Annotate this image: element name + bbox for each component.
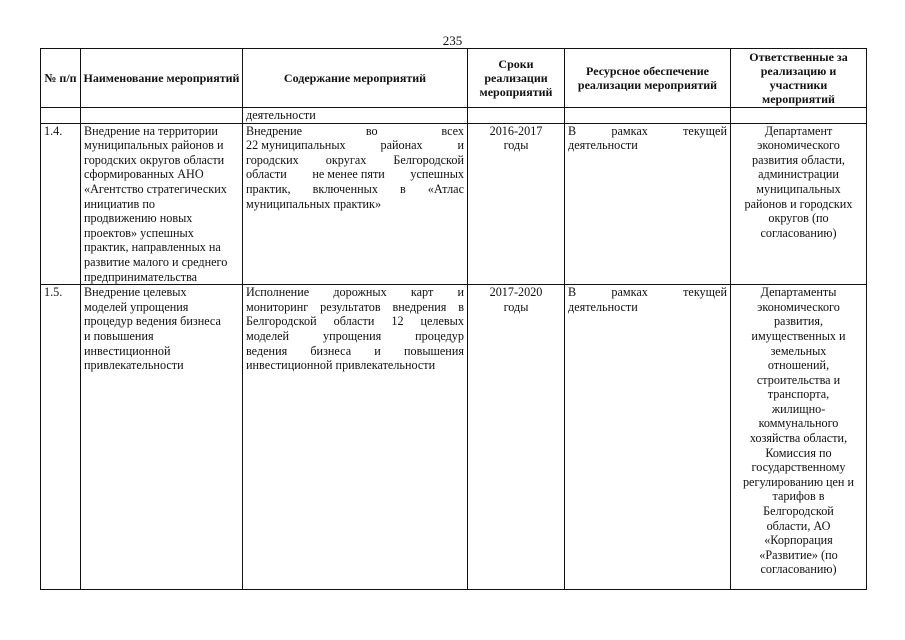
text-line: строительства и	[756, 372, 841, 387]
word: 22 муниципальных	[246, 138, 346, 153]
text-line: инвестиционной	[84, 343, 171, 358]
word: районах	[380, 138, 423, 153]
text-line: годы	[503, 299, 529, 314]
text-line: развития,	[773, 314, 824, 329]
table-row	[41, 285, 867, 590]
word: Исполнение	[246, 285, 310, 300]
text-line: продвижению новых	[84, 211, 193, 226]
continuation-row	[41, 108, 867, 124]
word: упрощения	[322, 328, 382, 343]
word: в	[399, 181, 406, 196]
text-line: транспорта,	[767, 387, 830, 402]
text-line: Департаменты	[760, 285, 837, 300]
word: рамках	[611, 285, 648, 300]
text-line: согласованию)	[760, 562, 837, 577]
text-line: экономического	[757, 299, 840, 314]
word: текущей	[683, 123, 727, 138]
word: процедур	[415, 328, 464, 343]
word: во	[365, 123, 378, 138]
text-line: имущественных и	[751, 328, 846, 343]
measures-table	[40, 48, 867, 590]
text-line: государственному	[751, 460, 846, 475]
text-line	[246, 344, 464, 359]
header-name: Наименование мероприятий	[81, 49, 243, 108]
word: включенных	[312, 181, 378, 196]
text-line: инвестиционной привлекательности	[246, 358, 436, 373]
cont-terms	[468, 108, 565, 124]
text-line: годы	[503, 138, 529, 153]
text-line: городских округов области	[84, 152, 225, 167]
text-line: согласованию)	[760, 225, 837, 240]
word: Белгородской	[246, 314, 317, 329]
word: в	[458, 299, 464, 314]
text-line: муниципальных районов и	[84, 138, 224, 153]
text-line: «Корпорация	[764, 533, 833, 548]
text-line: Внедрение целевых	[84, 285, 187, 300]
text-line: и повышения	[84, 328, 154, 343]
header-resources: Ресурсное обеспечение реализации мероприятий	[565, 49, 731, 108]
text-line: 2017-2020	[489, 285, 543, 300]
word: области	[333, 314, 375, 329]
text-line	[246, 153, 464, 168]
text-line	[246, 138, 464, 153]
text-line	[246, 285, 464, 300]
table-row	[41, 123, 867, 285]
row-terms	[468, 285, 565, 590]
text-line: жилищно-	[771, 401, 826, 416]
word: не менее пяти	[312, 167, 385, 182]
word: Внедрение	[246, 123, 303, 138]
word: «Атлас	[427, 181, 464, 196]
text-line: развитие малого и среднего	[84, 254, 228, 269]
text-line: сформированных АНО	[84, 167, 204, 182]
cont-resources	[565, 108, 731, 124]
word: мониторинг	[246, 299, 309, 314]
text-line: тарифов в	[772, 489, 825, 504]
text-line: хозяйства области,	[749, 431, 848, 446]
text-line: муниципальных	[756, 181, 841, 196]
header-responsible: Ответственные за реализацию и участники мероприятий	[731, 49, 867, 108]
text-line: моделей упрощения	[84, 299, 189, 314]
row-resources	[565, 123, 731, 285]
table-header-row	[41, 49, 867, 108]
word: повышения	[403, 343, 464, 358]
cont-name	[81, 108, 243, 124]
word: успешных	[410, 167, 464, 182]
cont-content: деятельности	[243, 108, 468, 124]
text-line	[246, 314, 464, 329]
cont-responsible	[731, 108, 867, 124]
text-line: земельных	[770, 343, 827, 358]
text-line: «Агентство стратегических	[84, 181, 227, 196]
word: результатов	[320, 299, 381, 314]
word: целевых	[420, 314, 464, 329]
text-line	[246, 167, 464, 182]
text-line	[568, 124, 727, 139]
text-line: инициатив по	[84, 196, 155, 211]
word: округах	[325, 152, 367, 167]
text-line: экономического	[757, 138, 840, 153]
text-line: области, АО	[766, 518, 831, 533]
word: внедрения	[392, 299, 447, 314]
row-responsible	[731, 285, 867, 590]
page-number: 235	[442, 33, 463, 48]
text-line: Комиссия по	[765, 445, 832, 460]
text-line: развития области,	[752, 152, 845, 167]
text-line	[246, 329, 464, 344]
word: 12	[391, 314, 404, 329]
text-line: проектов» успешных	[84, 225, 194, 240]
word: и	[457, 285, 464, 300]
word: дорожных	[333, 285, 387, 300]
word: практик,	[246, 181, 291, 196]
word: карт	[410, 285, 434, 300]
text-line: Департамент	[764, 123, 833, 138]
word: текущей	[683, 285, 727, 300]
text-line: «Развитие» (по	[759, 547, 838, 562]
row-responsible	[731, 123, 867, 285]
text-line: привлекательности	[84, 358, 184, 373]
row-num: 1.5.	[41, 285, 81, 590]
text-line: отношений,	[767, 358, 830, 373]
header-num: № п/п	[41, 49, 81, 108]
word: и	[374, 343, 381, 358]
row-num: 1.4.	[41, 123, 81, 285]
row-terms	[468, 123, 565, 285]
text-line: районов и городских	[744, 196, 853, 211]
word: В	[568, 123, 577, 138]
word: Белгородской	[393, 152, 464, 167]
text-line: муниципальных практик»	[246, 196, 382, 211]
text-line	[246, 182, 464, 197]
word: бизнеса	[310, 343, 352, 358]
text-line	[568, 285, 727, 300]
header-terms: Сроки реализации мероприятий	[468, 49, 565, 108]
row-resources	[565, 285, 731, 590]
word: ведения	[246, 343, 288, 358]
text-line	[246, 124, 464, 139]
word: моделей	[246, 328, 290, 343]
text-line: регулированию цен и	[742, 474, 855, 489]
text-line: процедур ведения бизнеса	[84, 314, 221, 329]
text-line: округов (по	[768, 211, 829, 226]
word: городских	[246, 152, 299, 167]
text-line: Внедрение на территории	[84, 123, 218, 138]
text-line: деятельности	[568, 138, 638, 153]
text-line: Белгородской	[763, 504, 834, 519]
text-line	[246, 300, 464, 315]
row-name	[81, 285, 243, 590]
word: рамках	[611, 123, 648, 138]
row-name	[81, 123, 243, 285]
word: всех	[441, 123, 464, 138]
text-line: предпринимательства	[84, 269, 198, 284]
text-line: администрации	[758, 167, 839, 182]
cont-num	[41, 108, 81, 124]
word: В	[568, 285, 577, 300]
text-line: коммунального	[758, 416, 839, 431]
row-content	[243, 285, 468, 590]
text-line: деятельности	[568, 299, 638, 314]
row-content	[243, 123, 468, 285]
header-content: Содержание мероприятий	[243, 49, 468, 108]
text-line: 2016-2017	[489, 123, 543, 138]
word: области	[246, 167, 287, 182]
text-line: практик, направленных на	[84, 240, 221, 255]
word: и	[457, 138, 464, 153]
